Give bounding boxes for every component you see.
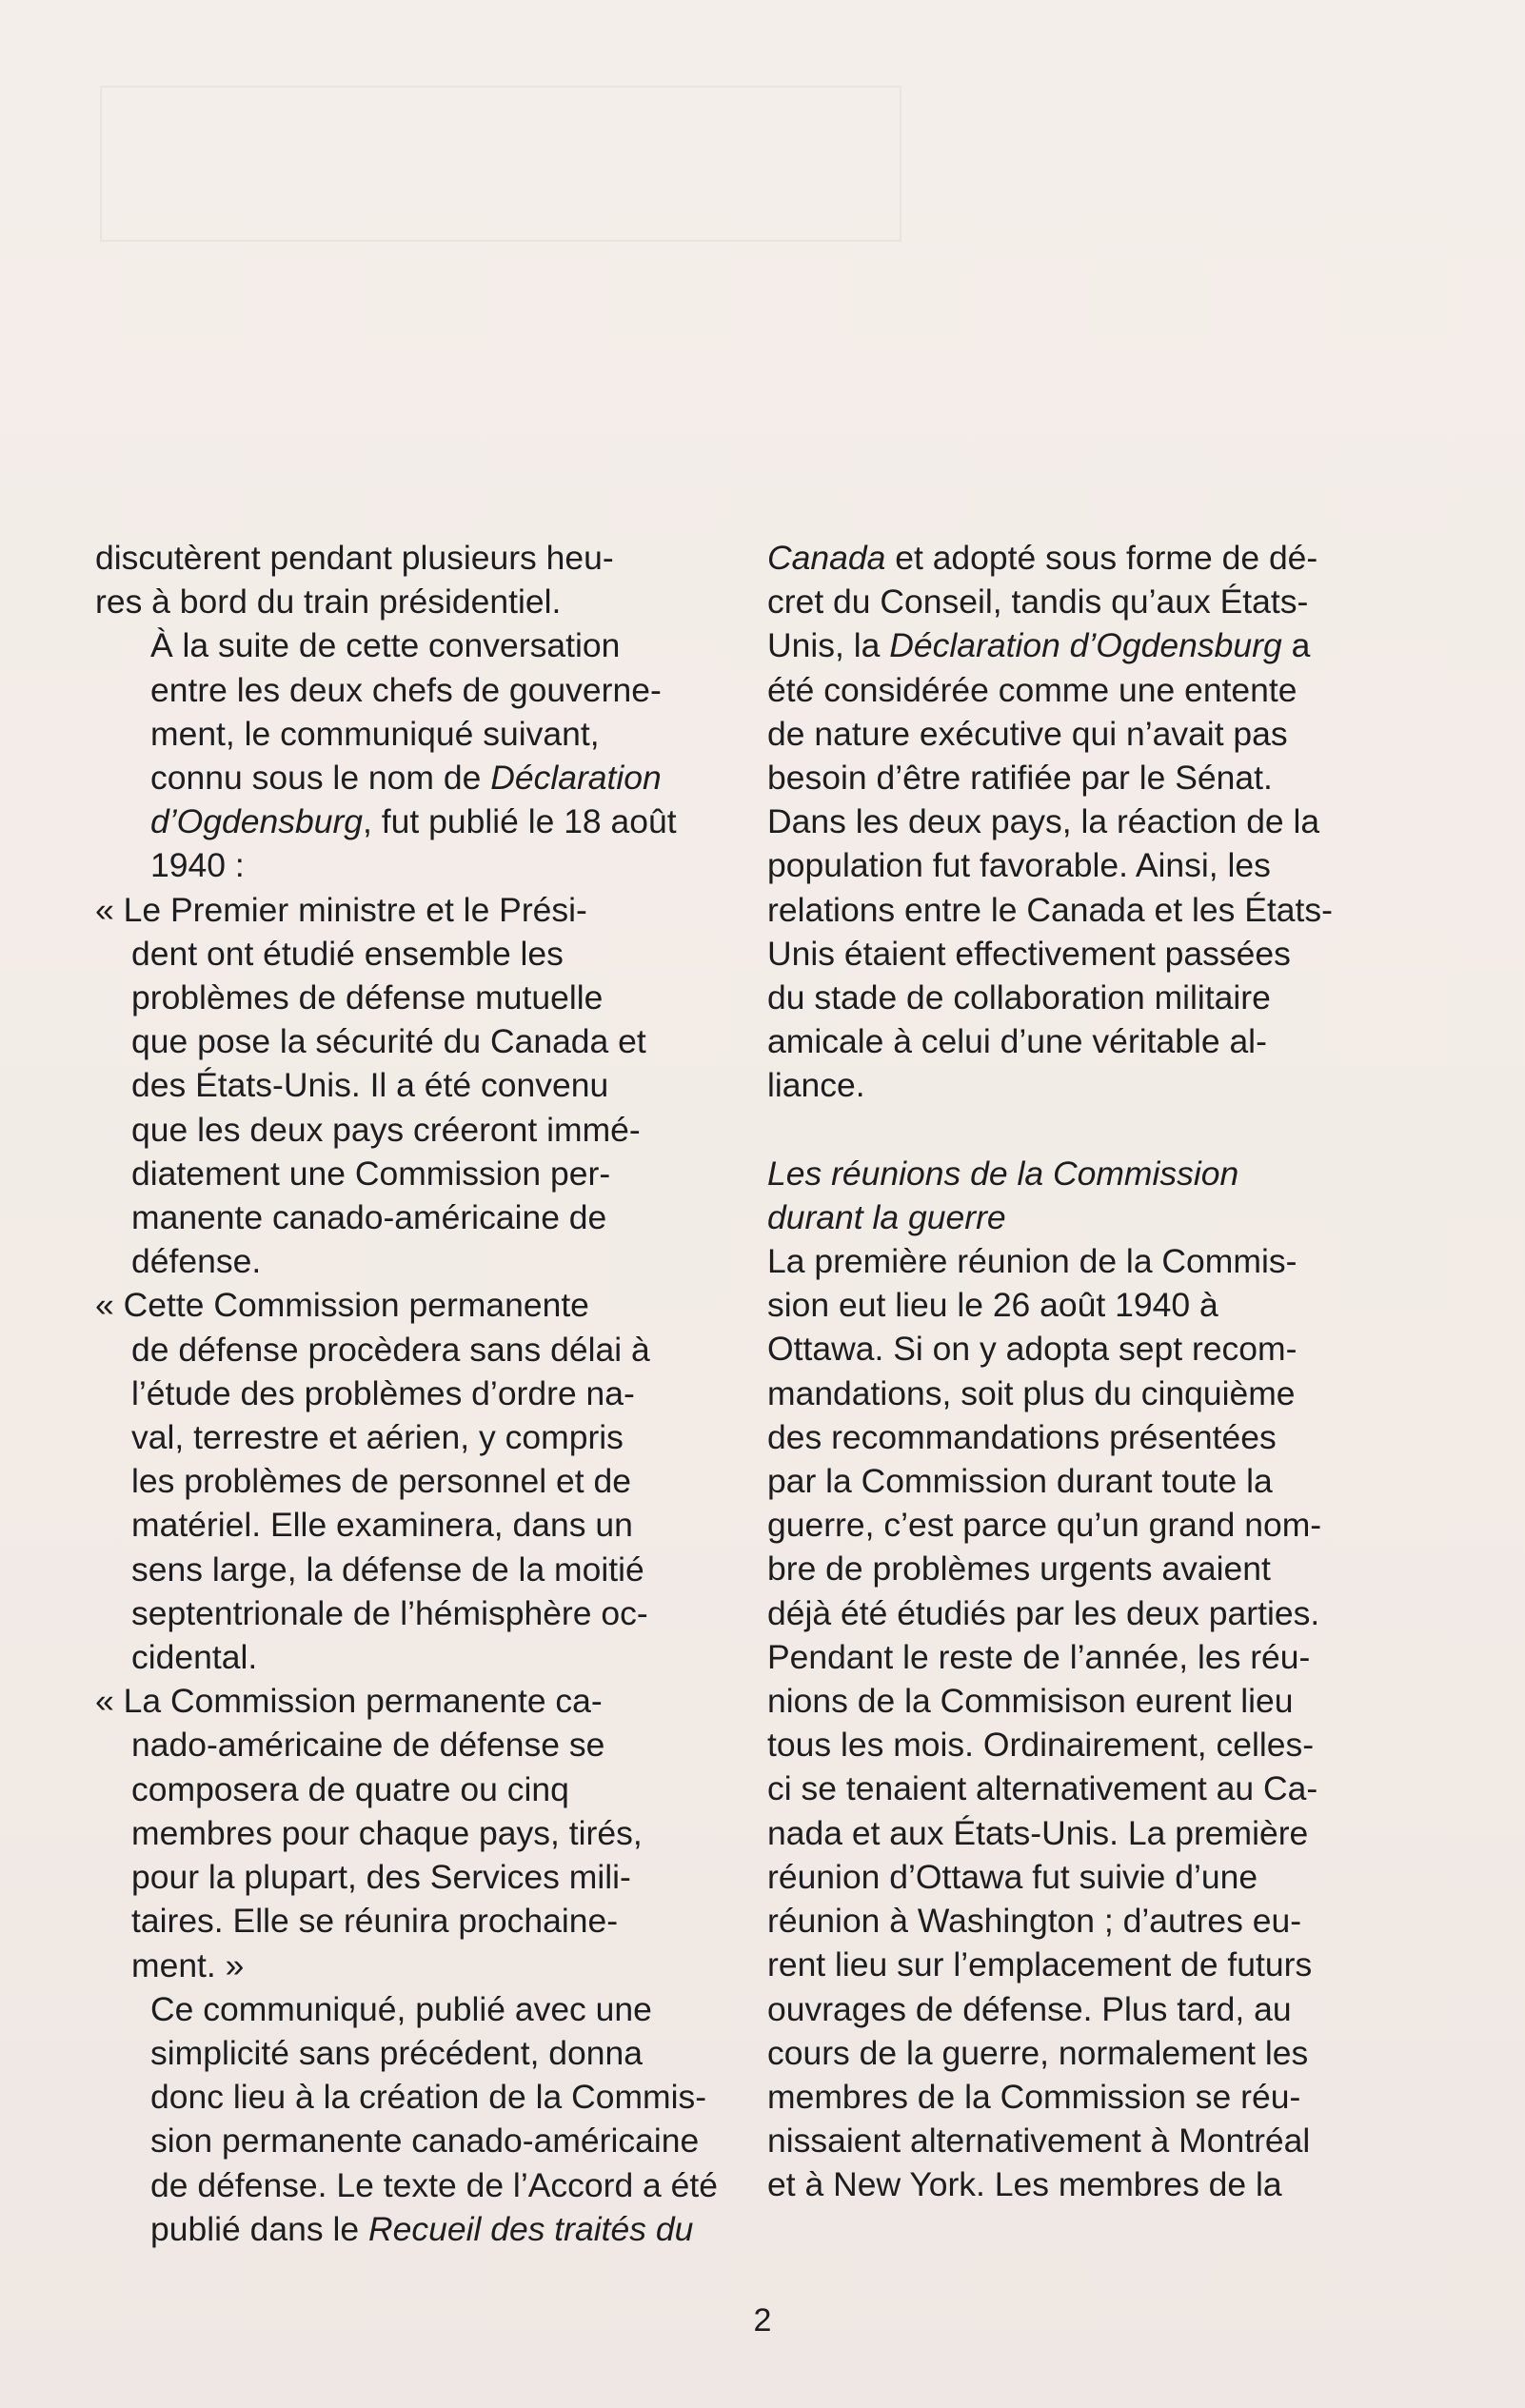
text-line: de défense. Le texte de l’Accord a été: [150, 2165, 719, 2204]
faint-bleed-through-stamp: [100, 86, 901, 242]
text-line: simplicité sans précédent, donna: [150, 2033, 644, 2072]
text-line: composera de quatre ou cinq: [131, 1769, 569, 1808]
text-line: res à bord du train présidentiel.: [95, 582, 562, 622]
paragraph: [767, 536, 1376, 1108]
quoted-paragraph: [95, 888, 704, 1284]
text-line: val, terrestre et aérien, y compris: [131, 1418, 624, 1457]
text-line: population fut favorable. Ainsi, les: [767, 846, 1271, 885]
text-line: pour la plupart, des Services mili-: [131, 1858, 631, 1897]
text-line: membres pour chaque pays, tirés,: [131, 1813, 643, 1852]
paragraph: [95, 1987, 719, 2251]
text-line: ouvrages de défense. Plus tard, au: [767, 1989, 1292, 2028]
text-line: Canada et adopté sous forme de dé-: [767, 539, 1318, 577]
text-line: déjà été étudiés par les deux parties.: [767, 1593, 1320, 1632]
text-line: À la suite de cette conversation: [150, 626, 621, 665]
text-line: diatement une Commission per-: [131, 1154, 611, 1193]
paragraph-spacer: [767, 1108, 1376, 1152]
text-line: d’Ogdensburg, fut publié le 18 août: [150, 802, 677, 841]
text-line: Unis, la Déclaration d’Ogdensburg a: [767, 626, 1311, 665]
left-text-column: [95, 536, 719, 2251]
text-line: Pendant le reste de l’année, les réu-: [767, 1637, 1311, 1676]
text-line: réunion à Washington ; d’autres eu-: [767, 1902, 1302, 1941]
text-line: Dans les deux pays, la réaction de la: [767, 802, 1320, 841]
text-line: ment, le communiqué suivant,: [150, 714, 600, 753]
text-line: défense.: [131, 1242, 262, 1281]
text-line: manente canado-américaine de: [131, 1198, 607, 1237]
text-line: cours de la guerre, normalement les: [767, 2033, 1309, 2072]
text-line: publié dans le Recueil des traités du: [150, 2209, 694, 2248]
text-line: cret du Conseil, tandis qu’aux États-: [767, 582, 1309, 622]
text-line: liance.: [767, 1066, 865, 1105]
section-heading: [767, 1152, 1376, 1239]
text-line: sens large, la défense de la moitié: [131, 1549, 644, 1589]
text-line: cidental.: [131, 1638, 258, 1677]
text-line: tous les mois. Ordinairement, celles-: [767, 1726, 1315, 1765]
text-line: problèmes de défense mutuelle: [131, 978, 604, 1017]
text-line: nissaient alternativement à Montréal: [767, 2122, 1311, 2161]
text-line: du stade de collaboration militaire: [767, 978, 1271, 1017]
text-line: bre de problèmes urgents avaient: [767, 1549, 1271, 1589]
page-number: 2: [753, 2302, 772, 2339]
text-line: que pose la sécurité du Canada et: [131, 1022, 646, 1061]
quoted-paragraph: [95, 1679, 704, 1986]
paragraph: [95, 623, 704, 887]
text-line: relations entre le Canada et les États-: [767, 890, 1333, 929]
text-line: l’étude des problèmes d’ordre na-: [131, 1373, 635, 1412]
text-line: Ottawa. Si on y adopta sept recom-: [767, 1330, 1297, 1369]
text-line: et à New York. Les membres de la: [767, 2165, 1282, 2204]
text-line: « La Commission permanente ca-: [95, 1682, 603, 1721]
text-line: taires. Elle se réunira prochaine-: [131, 1902, 619, 1941]
text-line: guerre, c’est parce qu’un grand nom-: [767, 1506, 1322, 1545]
text-line: nions de la Commisison eurent lieu: [767, 1682, 1294, 1721]
text-line: Ce communiqué, publié avec une: [150, 1989, 652, 2028]
text-line: ment. »: [131, 1945, 245, 1984]
text-line: de défense procèdera sans délai à: [131, 1330, 650, 1369]
text-line: été considérée comme une entente: [767, 670, 1297, 709]
text-line: besoin d’être ratifiée par le Sénat.: [767, 759, 1273, 798]
text-line: réunion d’Ottawa fut suivie d’une: [767, 1857, 1258, 1896]
text-line: membres de la Commission se réu-: [767, 2077, 1301, 2116]
text-line: ci se tenaient alternativement au Ca-: [767, 1769, 1318, 1808]
text-line: les problèmes de personnel et de: [131, 1462, 631, 1501]
text-line: de nature exécutive qui n’avait pas: [767, 714, 1288, 753]
text-line: « Cette Commission permanente: [95, 1286, 589, 1325]
text-line: mandations, soit plus du cinquième: [767, 1373, 1296, 1412]
text-line: entre les deux chefs de gouverne-: [150, 670, 662, 709]
text-line: « Le Premier ministre et le Prési-: [95, 890, 587, 929]
text-line: donc lieu à la création de la Commis-: [150, 2078, 707, 2117]
text-line: que les deux pays créeront immé-: [131, 1110, 641, 1149]
text-line: nada et aux États-Unis. La première: [767, 1813, 1309, 1852]
right-text-column: [767, 536, 1376, 2207]
text-line: matériel. Elle examinera, dans un: [131, 1506, 633, 1545]
text-line: sion permanente canado-américaine: [150, 2122, 700, 2161]
text-line: 1940 :: [150, 846, 245, 885]
text-line: des recommandations présentées: [767, 1417, 1277, 1456]
text-line: discutèrent pendant plusieurs heu-: [95, 539, 614, 577]
text-line: Unis étaient effectivement passées: [767, 934, 1291, 973]
text-line: nado-américaine de défense se: [131, 1726, 605, 1765]
paragraph: [95, 536, 704, 623]
text-line: rent lieu sur l’emplacement de futurs: [767, 1945, 1313, 1984]
text-line: septentrionale de l’hémisphère oc-: [131, 1593, 648, 1632]
text-line: amicale à celui d’une véritable al-: [767, 1022, 1267, 1061]
text-line: Les réunions de la Commission: [767, 1154, 1239, 1193]
text-line: connu sous le nom de Déclaration: [150, 759, 662, 798]
paragraph: [767, 1239, 1376, 2206]
text-line: des États-Unis. Il a été convenu: [131, 1066, 609, 1105]
text-line: La première réunion de la Commis-: [767, 1242, 1297, 1281]
quoted-paragraph: [95, 1283, 704, 1679]
text-line: durant la guerre: [767, 1197, 1006, 1236]
text-line: par la Commission durant toute la: [767, 1462, 1273, 1501]
text-line: dent ont étudié ensemble les: [131, 934, 564, 973]
text-line: sion eut lieu le 26 août 1940 à: [767, 1286, 1218, 1325]
